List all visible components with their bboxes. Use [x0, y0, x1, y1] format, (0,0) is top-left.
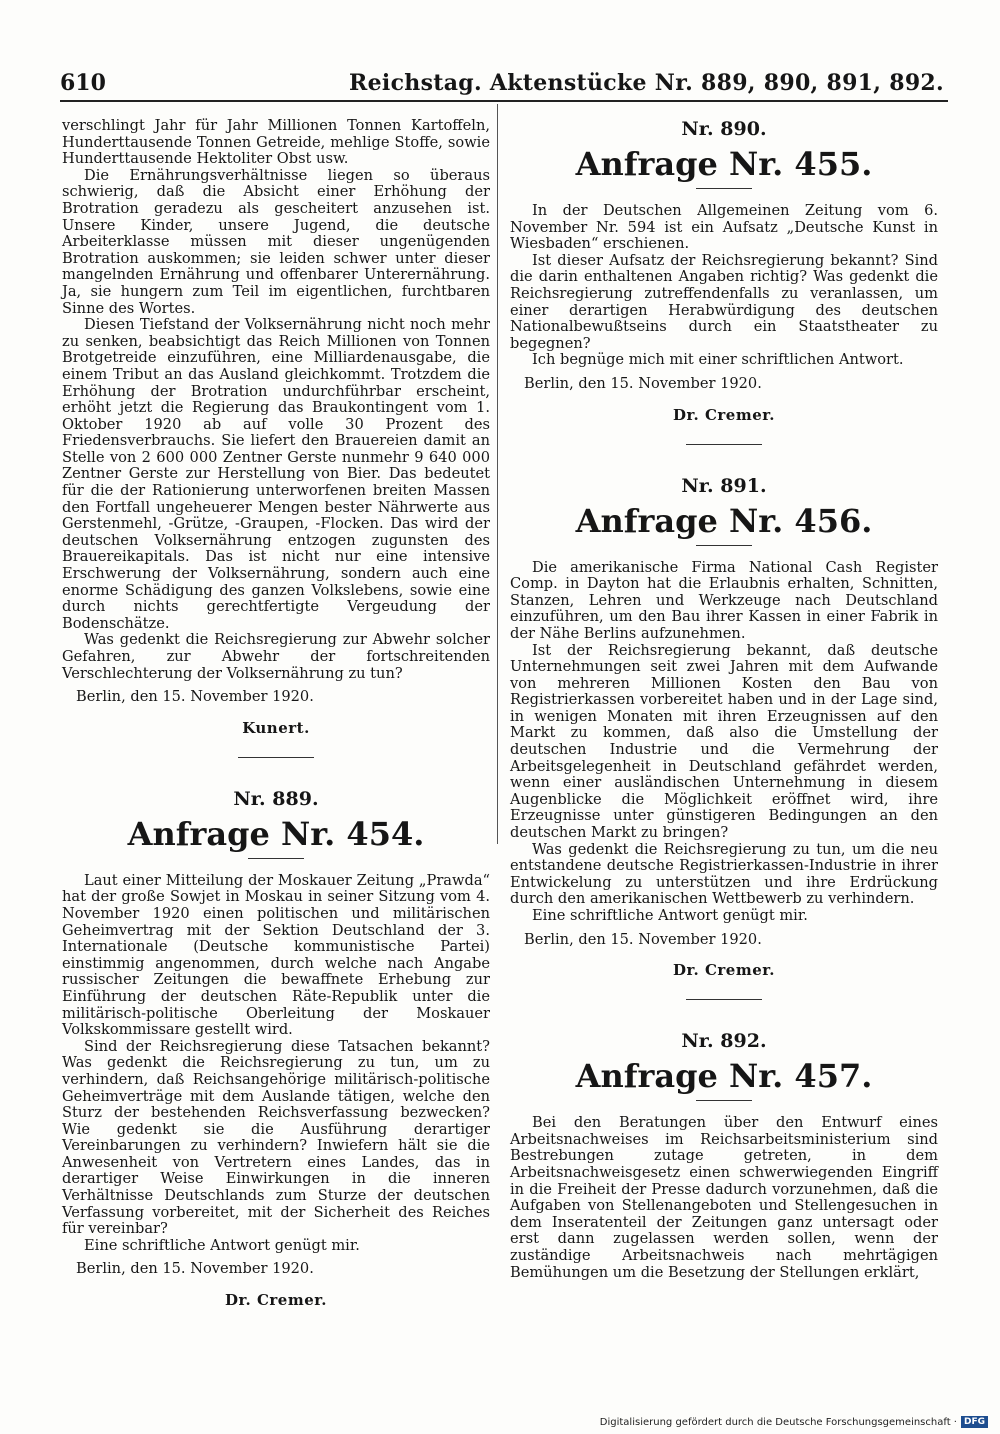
paragraph: verschlingt Jahr für Jahr Millionen Tonnen Kartoffeln, Hunderttausende Tonnen Getreide, mehlige Stoffe, sowie Hunderttausende Hektoliter Obst usw. [62, 117, 490, 168]
signature: Dr. Cremer. [672, 405, 776, 424]
section-rule [686, 444, 762, 445]
inquiry-title: Anfrage Nr. 454. [127, 814, 425, 853]
paragraph: Die amerikanische Firma National Cash Register Comp. in Dayton hat die Erlaubnis erhalten, Schnitten, Stanzen, Lehren und Werkzeuge nach Deutschland einzuführen, um den Bau ihrer Kassen in einer Fabrik in der Nähe Berlins aufzunehmen. [510, 558, 938, 642]
document-number: Nr. 890. [681, 118, 767, 140]
section-rule [238, 757, 314, 758]
section-rule [686, 999, 762, 1000]
paragraph: Ist dieser Aufsatz der Reichsregierung bekannt? Sind die darin enthaltenen Angaben richtig? Was gedenkt die Reichsregierung zutreffendenfalls zu veranlassen, um einer derartigen Herabwürdigung des deutschen Nationalbewußtseins durch ein Staatstheater zu begegnen? [510, 251, 938, 352]
paragraph: Sind der Reichsregierung diese Tatsachen bekannt? Was gedenkt die Reichsregierung zu tun, um zu verhindern, daß Reichsangehörige militärisch-politische Geheimverträge mit dem Auslande tätigen, welche den Sturz der bestehenden Reichsverfassung bezwecken? Wie gedenkt sie die Ausführung derartiger Vereinbarungen zu verhindern? Inwiefern hält sie die Anwesenheit von Vertretern eines Landes, das in derartiger Weise Einwirkungen in die inneren Verhältnisse Deutschlands zum Sturze der deutschen Verfassung vorbereitet, mit der Sicherheit des Reiches für vereinbar? [62, 1037, 490, 1238]
document-number: Nr. 892. [681, 1030, 767, 1053]
paragraph: Eine schriftliche Antwort genügt mir. [84, 1236, 360, 1254]
date-line: Berlin, den 15. November 1920. [76, 688, 314, 706]
dfg-logo-icon: DFG [961, 1416, 988, 1428]
title-rule [696, 545, 752, 546]
column-divider [497, 104, 498, 844]
paragraph: Bei den Beratungen über den Entwurf eines Arbeitsnachweises im Reichsarbeitsministerium sind Bestrebungen zutage getreten, in dem Arbeitsnachweisgesetz einen schwerwiegenden Eingriff in die Freiheit der Presse dadurch vorzunehmen, daß die Aufgaben von Stellenangeboten und Stellengesuchen in dem Inseratenteil der Zeitungen ganz untersagt oder erst dann zugelassen werden sollen, wenn der zuständige Arbeitsnachweis nach mehrtägigen Bemühungen um die Besetzung der Stellungen erklärt, [510, 1114, 938, 1281]
left-column [62, 118, 490, 1309]
document-number: Nr. 891. [681, 474, 767, 497]
title-rule [696, 1100, 752, 1101]
paragraph: Die Ernährungsverhältnisse liegen so überaus schwierig, daß die Absicht einer Erhöhung der Brotration geradezu als gescheitert anzusehen ist. Unsere Kinder, unsere Jugend, die deutsche Arbeiterklasse müssen mit dieser ungenügenden Brotration auskommen; sie leiden schwer unter dieser mangelnden Ernährung und offenbarer Unterernährung. Ja, sie hungern zum Teil im eigentlichen, furchtbaren Sinne des Wortes. [62, 166, 490, 317]
title-rule [696, 188, 752, 189]
digitization-credit [600, 1416, 988, 1428]
running-title: Reichstag. Aktenstücke Nr. 889, 890, 891, 892. [349, 70, 944, 96]
paragraph: Diesen Tiefstand der Volksernährung nicht noch mehr zu senken, beabsichtigt das Reich Millionen von Tonnen Brotgetreide einzuführen, eine Milliardenausgabe, die einem Tribut an das Ausland gleichkommt. Trotzdem die Erhöhung der Brotration undurchführbar erscheint, erhöht jetzt die Regierung das Braukontingent vom 1. Oktober 1920 ab auf volle 30 Prozent des Friedensverbrauchs. Sie liefert den Brauereien damit an Stelle von 2 600 000 Zentner Gerste nunmehr 9 640 000 Zentner Gerste zur Herstellung von Bier. Das bedeutet für die der Rationierung unterworfenen breiten Massen den Fortfall ungeheuerer Mengen bester Nährwerte aus Gerstenmehl, -Grütze, -Graupen, -Flocken. Das wird der deutschen Volksernährung entzogen zugunsten des Brauereikapitals. Das ist nicht nur eine intensive Erschwerung der Volksernährung, sondern auch eine enorme Schädigung des ganzen Volkslebens, sowie eine durch nichts gerechtfertigte Vergeudung der Bodenschätze. [62, 316, 490, 632]
right-column [510, 118, 938, 1281]
paragraph: In der Deutschen Allgemeinen Zeitung vom 6. November Nr. 594 ist ein Aufsatz „Deutsche Kunst in Wiesbaden“ erschienen. [510, 202, 938, 253]
signature: Kunert. [242, 718, 310, 737]
page-header [60, 70, 948, 102]
date-line: Berlin, den 15. November 1920. [76, 1260, 314, 1278]
paragraph: Laut einer Mitteilung der Moskauer Zeitung „Prawda“ hat der große Sowjet in Moskau in seiner Sitzung vom 4. November 1920 einen politischen und militärischen Geheimvertrag mit der Sektion Deutschland der 3. Internationale (Deutsche kommunistische Partei) einstimmig angenommen, durch welche nach Angabe russischer Zeitungen die bewaffnete Erhebung zur Einführung der deutschen Räte-Republik unter die militärisch-politische Oberleitung der Moskauer Volkskommissare gestellt wird. [62, 871, 490, 1039]
signature: Dr. Cremer. [224, 1291, 328, 1310]
title-rule [248, 858, 304, 859]
document-number: Nr. 889. [233, 787, 319, 810]
paragraph: Was gedenkt die Reichsregierung zur Abwehr solcher Gefahren, zur Abwehr der fortschreitenden Verschlechterung der Volksernährung zu tun? [62, 631, 490, 682]
inquiry-title: Anfrage Nr. 457. [575, 1057, 873, 1096]
paragraph: Ich begnüge mich mit einer schriftlichen Antwort. [532, 351, 904, 369]
date-line: Berlin, den 15. November 1920. [524, 930, 762, 948]
paragraph: Was gedenkt die Reichsregierung zu tun, um die neu entstandene deutsche Registrierkassen-Industrie in ihrer Entwickelung zu unterstützen und ihre Erdrückung durch den amerikanischen Wettbewerb zu verhindern. [510, 840, 938, 908]
paragraph: Eine schriftliche Antwort genügt mir. [532, 907, 808, 924]
credit-text: Digitalisierung gefördert durch die Deutsche Forschungsgemeinschaft · [599, 1416, 957, 1428]
inquiry-title: Anfrage Nr. 456. [575, 501, 873, 540]
signature: Dr. Cremer. [672, 961, 776, 980]
inquiry-title: Anfrage Nr. 455. [575, 145, 873, 183]
page-number: 610 [60, 70, 106, 96]
date-line: Berlin, den 15. November 1920. [524, 374, 762, 392]
paragraph: Ist der Reichsregierung bekannt, daß deutsche Unternehmungen seit zwei Jahren mit dem Aufwande von mehreren Millionen Kosten den Bau von Registrierkassen vorbereitet haben und in der Lage sind, in wenigen Monaten mit ihren Erzeugnissen auf den Markt zu kommen, daß also die Umstellung der deutschen Industrie und die Vermehrung der Arbeitsgelegenheit in Deutschland gefährdet werden, wenn einer ausländischen Unternehmung in diesem Augenblicke die Möglichkeit eröffnet wird, ihre Erzeugnisse unter günstigeren Bedingungen an den deutschen Markt zu bringen? [510, 641, 938, 842]
